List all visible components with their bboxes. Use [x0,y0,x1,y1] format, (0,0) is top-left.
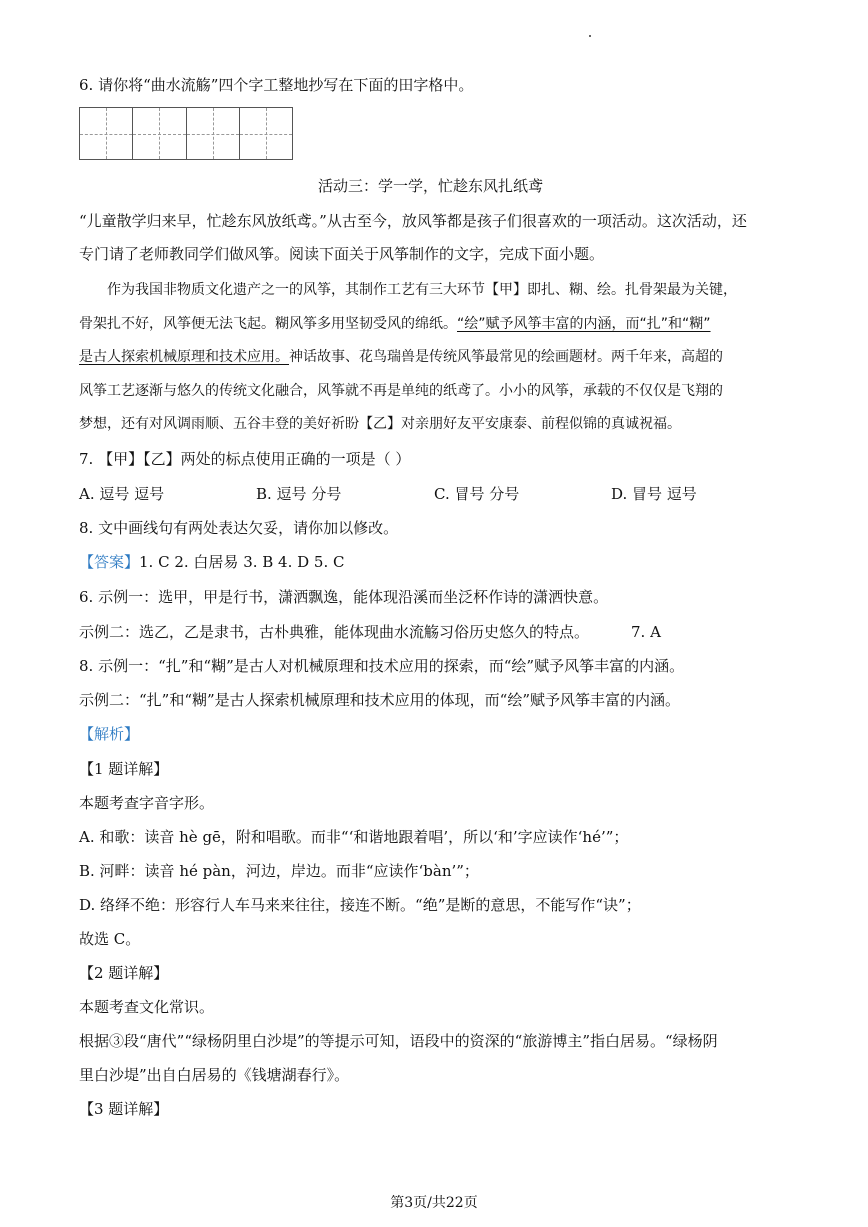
underlined-sentence: “绘”赋予风筝丰富的内涵，而“扎”和“糊” [457,316,711,332]
passage-text: 神话故事、花鸟瑞兽是传统风筝最常见的绘画题材。两千年来，高超的 [289,349,723,365]
d2-intro: 本题考查文化常识。 [79,998,215,1016]
d1-option-d: D. 络绎不绝：形容行人车马来来往往，接连不断。“绝”是断的意思，不能写作“诀”； [79,896,641,914]
activity-title: 活动三：学一学，忙趁东风扎纸鸢 [318,177,544,195]
d2-line-2: 里白沙堤”出自白居易的《钱塘湖春行》。 [79,1066,350,1084]
d3-title: 【3 题详解】 [79,1100,169,1118]
tianzige-grid [79,107,293,160]
q7-option-a: A. 逗号 逗号 [79,485,165,503]
grid-cell [187,108,240,159]
intro-line-2: 专门请了老师教同学们做风筝。阅读下面关于风筝制作的文字，完成下面小题。 [79,245,605,263]
passage-line-4: 风筝工艺逐渐与悠久的传统文化融合，风筝就不再是单纯的纸鸢了。小小的风筝，承载的不仅仅是飞翔的 [79,383,723,399]
a8-example-2: 示例二：“扎”和“糊”是古人探索机械原理和技术应用的体现，而“绘”赋予风筝丰富的内涵。 [79,691,681,709]
q8-prompt: 8. 文中画线句有两处表达欠妥，请你加以修改。 [79,519,399,537]
grid-cell [80,108,133,159]
d1-option-b: B. 河畔：读音 hé pàn，河边，岸边。而非“应读作‘bàn’”； [79,862,479,880]
grid-cell [133,108,186,159]
a7-answer: 7. A [631,623,661,641]
answer-tag: 【答案】 [79,553,140,571]
q7-option-b: B. 逗号 分号 [256,485,342,503]
passage-text: 骨架扎不好，风筝便无法飞起。糊风筝多用坚韧受风的绵纸。 [79,316,457,332]
d1-title: 【1 题详解】 [79,760,169,778]
passage-line-5: 梦想，还有对风调雨顺、五谷丰登的美好祈盼【乙】对亲朋好友平安康泰、前程似锦的真诚祝福。 [79,416,681,432]
q7-prompt: 7. 【甲】【乙】两处的标点使用正确的一项是（ ） [79,450,411,468]
a6-example-2: 示例二：选乙，乙是隶书，古朴典雅，能体现曲水流觞习俗历史悠久的特点。 [79,623,590,641]
intro-line-1: “儿童散学归来早，忙趁东风放纸鸢。”从古至今，放风筝都是孩子们很喜欢的一项活动。这次活动，还 [79,212,747,230]
a6-example-1: 6. 示例一：选甲，甲是行书，潇洒飘逸，能体现沿溪而坐泛杯作诗的潇洒快意。 [79,588,609,606]
passage-line-3 [79,346,791,368]
d1-conclusion: 故选 C。 [79,930,141,948]
d2-line-1: 根据③段“唐代”“绿杨阴里白沙堤”的等提示可知，语段中的资深的“旅游博主”指白居易。“绿杨阴 [79,1032,718,1050]
d1-intro: 本题考查字音字形。 [79,794,215,812]
underlined-sentence: 是古人探索机械原理和技术应用。 [79,349,289,365]
q7-option-d: D. 冒号 逗号 [611,485,697,503]
scan-dot [589,35,591,37]
q7-option-c: C. 冒号 分号 [434,485,520,503]
answer-line [79,551,345,573]
passage-line-2 [79,313,791,335]
a8-example-1: 8. 示例一：“扎”和“糊”是古人对机械原理和技术应用的探索，而“绘”赋予风筝丰富的内涵。 [79,657,685,675]
q6-prompt: 6. 请你将“曲水流觞”四个字工整地抄写在下面的田字格中。 [79,76,474,94]
passage-line-1: 作为我国非物质文化遗产之一的风筝，其制作工艺有三大环节【甲】即扎、糊、绘。扎骨架最为关键， [107,282,737,298]
analysis-tag: 【解析】 [79,725,140,743]
page-footer: 第3页/共22页 [390,1195,478,1211]
d1-option-a: A. 和歌：读音 hè gē，附和唱歌。而非“‘和谐地跟着唱’，所以‘和’字应读作‘hé’”； [79,828,629,846]
grid-cell [240,108,292,159]
answer-text: 1. C 2. 白居易 3. B 4. D 5. C [139,553,345,571]
d2-title: 【2 题详解】 [79,964,169,982]
